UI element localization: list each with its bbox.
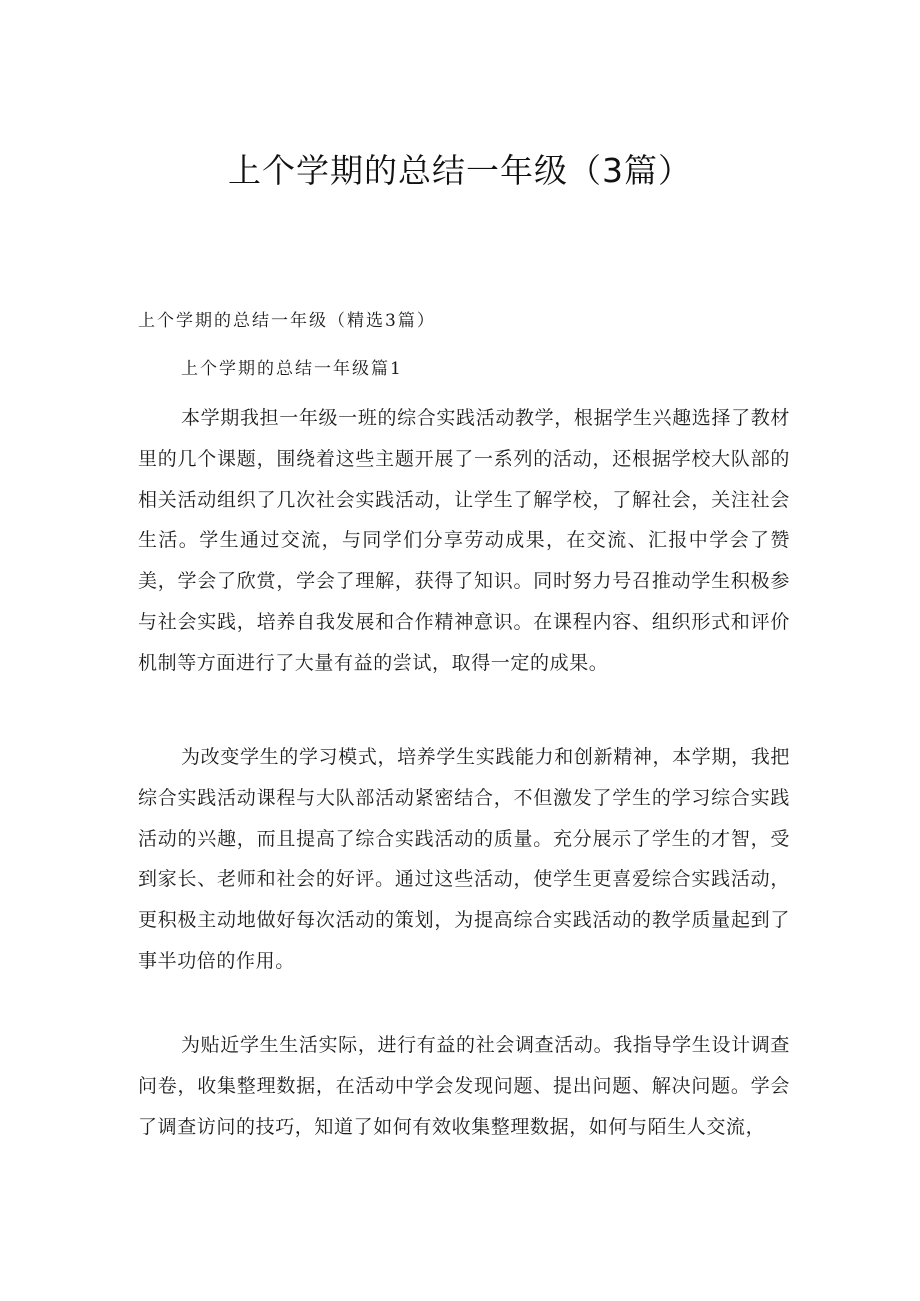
document-subtitle: 上个学期的总结一年级（精选3篇） bbox=[138, 311, 436, 331]
body-paragraph: 为贴近学生生活实际，进行有益的社会调查活动。我指导学生设计调查问卷，收集整理数据，在活动中学会发现问题、提出问题、解决问题。学会了调查访问的技巧，知道了如何有效收集整理数据，如何与陌生人交流， bbox=[138, 1034, 790, 1138]
body-paragraph: 为改变学生的学习模式，培养学生实践能力和创新精神，本学期，我把综合实践活动课程与大队部活动紧密结合，不但激发了学生的学习综合实践活动的兴趣，而且提高了综合实践活动的质量。充分展示了学生的才智，受到家长、老师和社会的好评。通过这些活动，使学生更喜爱综合实践活动，更积极主动地做好每次活动的策划，为提高综合实践活动的教学质量起到了事半功倍的作用。 bbox=[138, 746, 790, 972]
body-paragraph: 本学期我担一年级一班的综合实践活动教学，根据学生兴趣选择了教材里的几个课题，围绕着这些主题开展了一系列的活动，还根据学校大队部的相关活动组织了几次社会实践活动，让学生了解学校，了解社会，关注社会生活。学生通过交流，与同学们分享劳动成果，在交流、汇报中学会了赞美，学会了欣赏，学会了理解，获得了知识。同时努力号召推动学生积极参与社会实践，培养自我发展和合作精神意识。在课程内容、组织形式和评价机制等方面进行了大量有益的尝试，取得一定的成果。 bbox=[138, 407, 790, 674]
section-heading: 上个学期的总结一年级篇1 bbox=[181, 359, 403, 379]
document-title: 上个学期的总结一年级（3篇） bbox=[228, 151, 692, 190]
